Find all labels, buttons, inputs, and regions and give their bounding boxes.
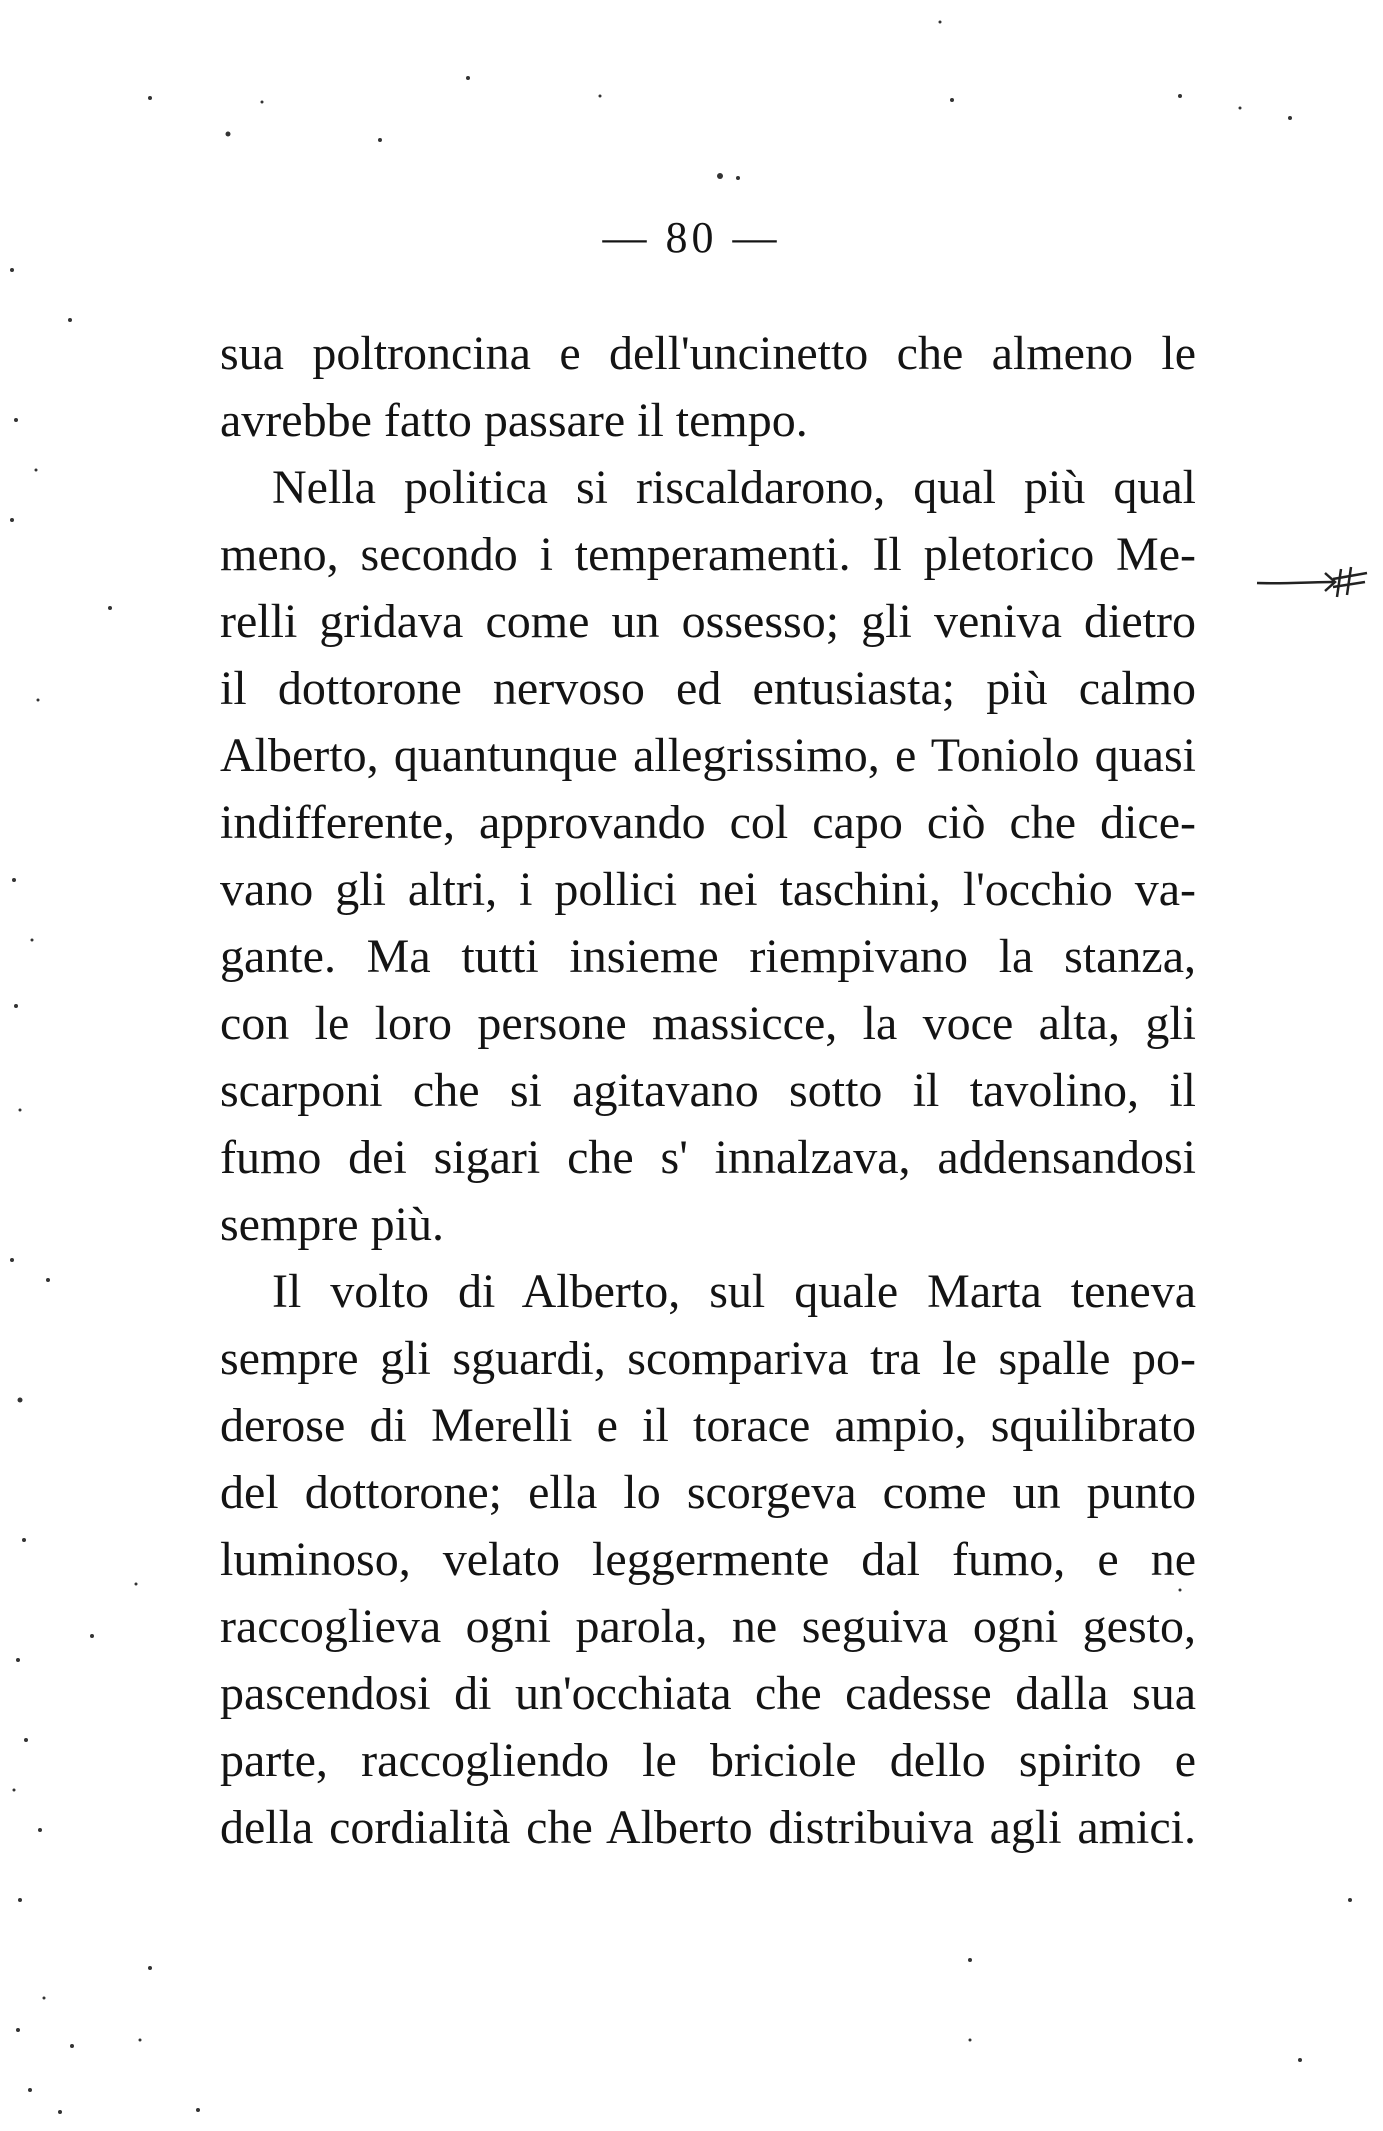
body-text (220, 320, 1196, 1861)
text-line: indifferente, approvando col capo ciò che dice- (220, 796, 1196, 849)
text-line: Alberto, quantunque allegrissimo, e Toniolo quasi (220, 729, 1196, 782)
text-line: parte, raccogliendo le briciole dello spirito e (220, 1734, 1196, 1787)
text-line: sempre più. (220, 1198, 444, 1251)
text-line: vano gli altri, i pollici nei taschini, l'occhio va- (220, 863, 1196, 916)
text-line: Il volto di Alberto, sul quale Marta teneva (272, 1265, 1196, 1318)
text-line: del dottorone; ella lo scorgeva come un punto (220, 1466, 1196, 1519)
text-line: con le loro persone massicce, la voce alta, gli (220, 997, 1196, 1050)
text-line: il dottorone nervoso ed entusiasta; più calmo (220, 662, 1196, 715)
text-line: sempre gli sguardi, scompariva tra le spalle po- (220, 1332, 1196, 1385)
text-line: avrebbe fatto passare il tempo. (220, 394, 808, 447)
text-line: raccoglieva ogni parola, ne seguiva ogni gesto, (220, 1600, 1196, 1653)
text-line: scarponi che si agitavano sotto il tavolino, il (220, 1064, 1196, 1117)
text-line: della cordialità che Alberto distribuiva agli amici. (220, 1801, 1196, 1854)
text-line: derose di Merelli e il torace ampio, squilibrato (220, 1399, 1196, 1452)
page-number: — 80 — (602, 213, 781, 262)
text-line: sua poltroncina e dell'uncinetto che almeno le (220, 327, 1196, 380)
text-line: gante. Ma tutti insieme riempivano la stanza, (220, 930, 1196, 983)
text-line: luminoso, velato leggermente dal fumo, e ne (220, 1533, 1196, 1586)
proofreader-mark-icon (1255, 555, 1375, 605)
text-line: fumo dei sigari che s' innalzava, addensandosi (220, 1131, 1196, 1184)
text-line: meno, secondo i temperamenti. Il pletorico Me- (220, 528, 1196, 581)
text-line: Nella politica si riscaldarono, qual più qual (272, 461, 1196, 514)
text-line: pascendosi di un'occhiata che cadesse dalla sua (220, 1667, 1196, 1720)
text-line: relli gridava come un ossesso; gli veniva dietro (220, 595, 1196, 648)
